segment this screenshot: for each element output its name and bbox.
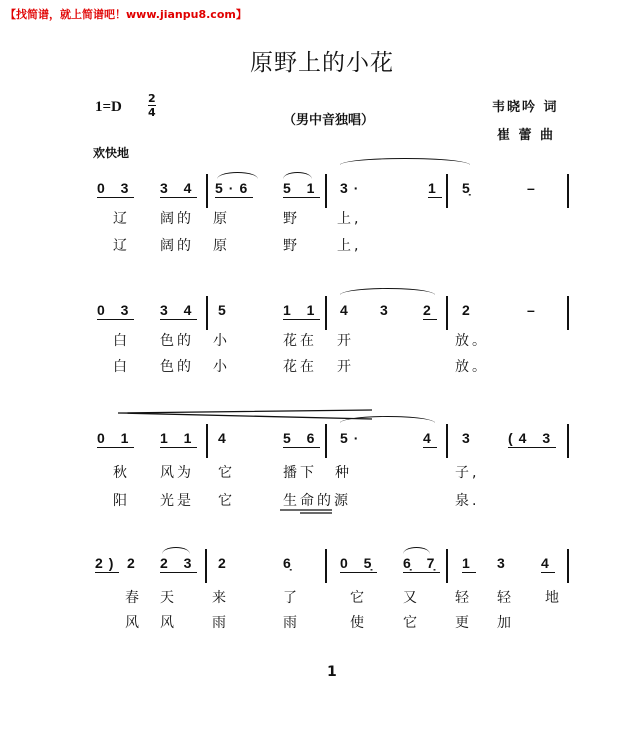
lyric-1: 它	[218, 465, 235, 481]
lyric-2: 更	[455, 615, 472, 631]
note-group: 5̣	[462, 180, 476, 196]
lyric-2: 原	[213, 238, 230, 254]
lyric-1: 上,	[337, 211, 362, 227]
lyric-1: 种	[335, 465, 352, 481]
lyric-1: 天	[160, 590, 177, 606]
note-group: 3 4	[160, 302, 198, 318]
note-group: –	[527, 180, 541, 196]
note-group: 4	[340, 302, 354, 318]
lyric-1: 野	[283, 211, 300, 227]
lyric-2: 生命的源	[283, 493, 351, 509]
lyric-2: 花在	[283, 359, 317, 375]
lyric-2: 雨	[283, 615, 300, 631]
lyric-1: 秋	[113, 465, 130, 481]
note-group: 5 6	[283, 430, 321, 446]
lyric-1: 原	[213, 211, 230, 227]
lyric-2: 阳	[113, 493, 130, 509]
note-group: 2	[462, 302, 476, 318]
lyric-2: 光是	[160, 493, 194, 509]
note-group: 0 1	[97, 430, 135, 446]
note-group: 4	[423, 430, 437, 446]
lyric-1: 花在	[283, 333, 317, 349]
lyric-1: 春	[125, 590, 142, 606]
lyric-1: 小	[213, 333, 230, 349]
lyric-2: 雨	[212, 615, 229, 631]
note-group: 2)	[95, 555, 120, 571]
note-group: (4 3	[508, 430, 557, 446]
lyric-1: 色的	[160, 333, 194, 349]
lyric-2: 放。	[455, 359, 489, 375]
lyric-1: 来	[212, 590, 229, 606]
lyric-2: 使	[350, 615, 367, 631]
lyric-1: 阔的	[160, 211, 194, 227]
lyric-1: 子,	[455, 465, 480, 481]
lyric-2: 小	[213, 359, 230, 375]
lyric-1: 地	[545, 590, 562, 606]
note-group: 3 4	[160, 180, 198, 196]
note-group: 0 5̣	[340, 555, 378, 571]
lyric-2: 色的	[160, 359, 194, 375]
note-group: 2	[423, 302, 437, 318]
note-group: –	[527, 302, 541, 318]
note-group: 5·	[340, 430, 365, 446]
lyric-2: 上,	[337, 238, 362, 254]
lyric-2: 阔的	[160, 238, 194, 254]
note-group: 2	[218, 555, 232, 571]
note-group: 6̣ 7̣	[403, 555, 441, 571]
lyric-2: 辽	[113, 238, 130, 254]
note-group: 2 3	[160, 555, 198, 571]
note-group: 6̣	[283, 555, 297, 571]
lyric-2: 泉.	[455, 493, 480, 509]
lyric-2: 野	[283, 238, 300, 254]
note-group: 3	[462, 430, 476, 446]
lyric-2: 风	[125, 615, 142, 631]
tempo-marking: 欢快地	[93, 146, 130, 160]
note-group: 0 3	[97, 302, 135, 318]
note-group: 2	[127, 555, 141, 571]
note-group: 5·6	[215, 180, 254, 196]
lyric-2: 加	[497, 615, 514, 631]
performance-note: （男中音独唱）	[283, 113, 375, 128]
lyric-1: 白	[113, 333, 130, 349]
note-group: 5	[218, 302, 232, 318]
site-banner[interactable]: 【找简谱，就上简谱吧！www.jianpu8.com】	[5, 8, 247, 21]
key-signature: 1=D	[95, 99, 122, 115]
time-denominator: 4	[148, 106, 156, 119]
note-group: 0 3	[97, 180, 135, 196]
note-group: 1	[428, 180, 442, 196]
lyric-1: 轻	[455, 590, 472, 606]
lyric-1: 了	[283, 590, 300, 606]
lyric-1: 轻	[497, 590, 514, 606]
lyric-1: 风为	[160, 465, 194, 481]
lyricist-credit: 韦晓吟 词	[492, 100, 559, 115]
song-title: 原野上的小花	[250, 50, 394, 76]
composer-credit: 崔 蕾 曲	[497, 128, 556, 143]
note-group: 4	[541, 555, 555, 571]
note-group: 1 1	[283, 302, 321, 318]
lyric-2: 开	[337, 359, 354, 375]
page-number: 1	[327, 664, 337, 680]
lyric-1: 辽	[113, 211, 130, 227]
lyric-1: 它	[350, 590, 367, 606]
lyric-2: 它	[218, 493, 235, 509]
note-group: 1 1	[160, 430, 198, 446]
lyric-2: 风	[160, 615, 177, 631]
note-group: 1	[462, 555, 476, 571]
note-group: 3	[380, 302, 394, 318]
note-group: 3	[497, 555, 511, 571]
note-group: 4	[218, 430, 232, 446]
note-group: 3·	[340, 180, 365, 196]
lyric-2: 它	[403, 615, 420, 631]
lyric-1: 又	[403, 590, 420, 606]
lyric-2: 白	[113, 359, 130, 375]
lyric-1: 放。	[455, 333, 489, 349]
lyric-1: 开	[337, 333, 354, 349]
note-group: 5 1	[283, 180, 321, 196]
lyric-1: 播下	[283, 465, 317, 481]
time-numerator: 2	[148, 92, 156, 105]
